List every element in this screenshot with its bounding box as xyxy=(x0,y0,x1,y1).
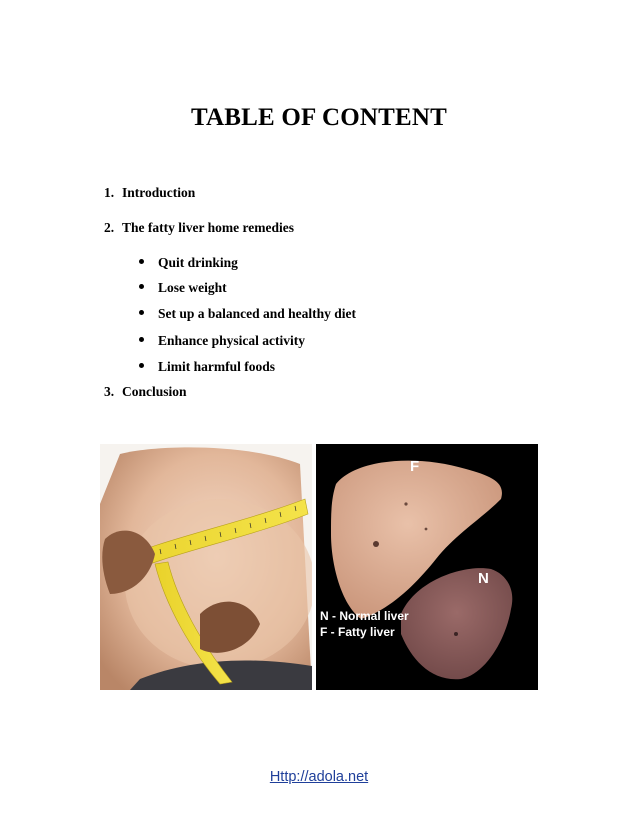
bullet-icon xyxy=(139,259,144,264)
waist-measuring-illustration xyxy=(100,444,312,690)
fatty-liver-caption: F - Fatty liver xyxy=(320,625,395,639)
bullet-icon xyxy=(139,337,144,342)
page-title: TABLE OF CONTENT xyxy=(190,104,448,131)
bullet-icon xyxy=(139,310,144,315)
bullet-icon xyxy=(139,363,144,368)
fatty-liver-letter: F xyxy=(410,458,420,475)
website-link[interactable]: Http://adola.net xyxy=(269,769,369,785)
remedy-label: Lose weight xyxy=(158,280,227,295)
toc-number: 1. xyxy=(104,185,115,200)
remedy-item-quit-drinking xyxy=(139,255,238,271)
normal-liver-letter: N xyxy=(478,570,489,587)
remedy-item-limit-foods xyxy=(139,359,275,375)
toc-label: Conclusion xyxy=(122,384,187,399)
remedy-label: Quit drinking xyxy=(158,255,238,270)
toc-item-remedies xyxy=(104,220,294,236)
toc-label: Introduction xyxy=(122,185,196,200)
liver-comparison-photo xyxy=(316,444,538,690)
remedy-label: Enhance physical activity xyxy=(158,333,306,348)
remedy-item-balanced-diet xyxy=(139,306,356,322)
toc-number: 2. xyxy=(104,220,115,235)
toc-label: The fatty liver home remedies xyxy=(122,220,294,235)
remedy-label: Set up a balanced and healthy diet xyxy=(158,306,357,321)
toc-item-introduction xyxy=(104,185,195,201)
remedy-label: Limit harmful foods xyxy=(158,359,276,374)
toc-number: 3. xyxy=(104,384,115,399)
bullet-icon xyxy=(139,284,144,289)
toc-item-conclusion xyxy=(104,384,187,400)
liver-comparison-illustration xyxy=(316,444,538,690)
waist-measuring-photo xyxy=(100,444,312,690)
normal-liver-caption: N - Normal liver xyxy=(320,609,409,623)
remedy-item-lose-weight xyxy=(139,280,227,296)
remedy-item-physical-activity xyxy=(139,333,305,349)
